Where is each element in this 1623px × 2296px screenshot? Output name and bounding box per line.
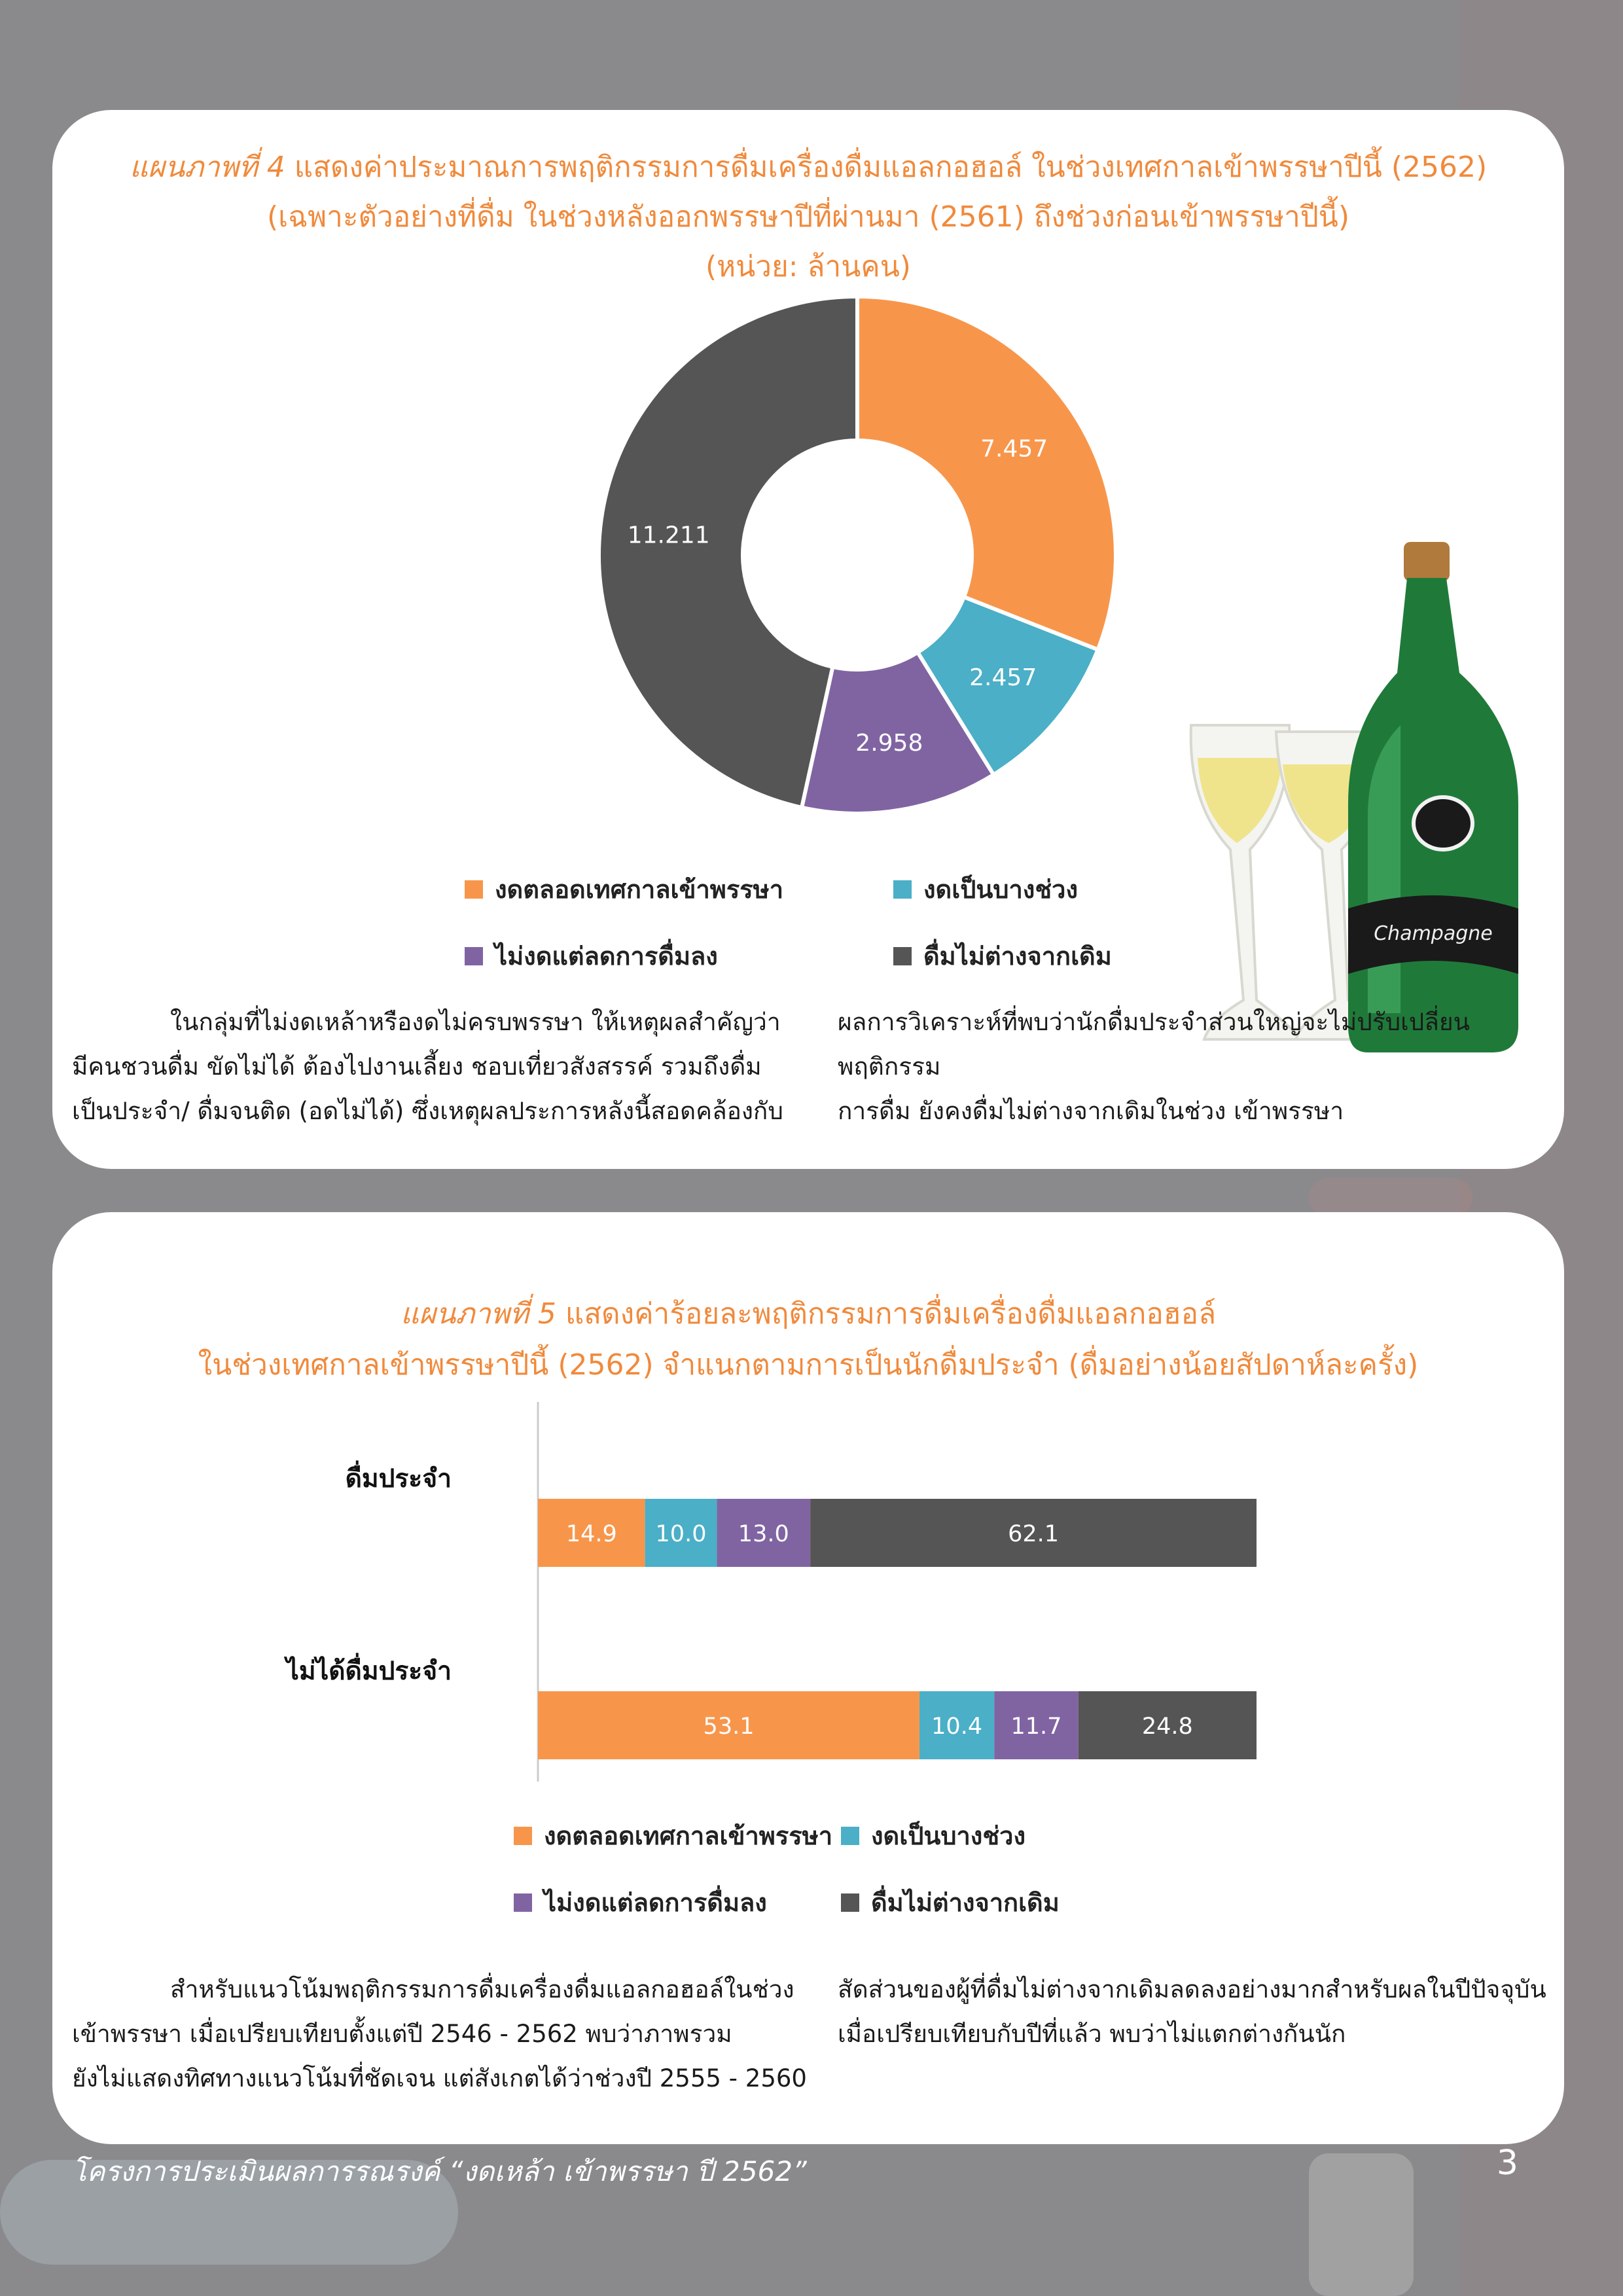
legend-label: ดื่มไม่ต่างจากเดิม <box>923 942 1112 971</box>
legend-item-abstain-full <box>514 1816 832 1856</box>
paragraph-1-right: ผลการวิเคราะห์ที่พบว่านักดื่มประจำส่วนใหญ่จะไม่ปรับเปลี่ยนพฤติกรรม การดื่ม ยังคงดื่มไม่ต่างจากเดิมในช่วง เข้าพรรษา <box>838 1008 1470 1125</box>
figure4-label: แผนภาพที่ 4 <box>129 151 285 184</box>
bar-category-regular: ดื่มประจำ <box>345 1464 452 1494</box>
legend-item-abstain-partial <box>893 869 1078 909</box>
donut-data-label: 2.457 <box>969 664 1037 691</box>
figure5-title-text: แสดงค่าร้อยละพฤติกรรมการดื่มเครื่องดื่มแอลกอฮอล์ <box>556 1297 1217 1331</box>
legend-label: งดตลอดเทศกาลเข้าพรรษา <box>495 875 784 904</box>
page-number: 3 <box>1496 2144 1518 2183</box>
legend-swatch <box>841 1893 859 1912</box>
bar-data-label: 14.9 <box>565 1521 617 1547</box>
background-decoration <box>1309 1178 1472 1217</box>
paragraph-1-left: ในกลุ่มที่ไม่งดเหล้าหรืองดไม่ครบพรรษา ให้เหตุผลสำคัญว่า มีคนชวนดื่ม ขัดไม่ได้ ต้องไปงานเลี้ยง ชอบเที่ยวสังสรรค์ รวมถึงดื่ม เป็นประจำ/ ดื่มจนติด (อดไม่ได้) ซึ่งเหตุผลประการหลังนี้สอดคล้องกับ <box>72 1008 783 1125</box>
figure4-card <box>52 110 1564 1169</box>
paragraph-2-left: สำหรับแนวโน้มพฤติกรรมการดื่มเครื่องดื่มแอลกอฮอล์ในช่วง เข้าพรรษา เมื่อเปรียบเทียบตั้งแต่ปี 2546 - 2562 พบว่าภาพรวม ยังไม่แสดงทิศทางแนวโน้มที่ชัดเจน แต่สังเกตได้ว่าช่วงปี 2555 - 2560 <box>72 1975 807 2092</box>
donut-chart <box>530 287 1171 823</box>
donut-slice-0 <box>857 296 1116 650</box>
legend-label: ไม่งดแต่ลดการดื่มลง <box>495 942 718 971</box>
donut-data-label: 2.958 <box>855 729 923 757</box>
legend-item-reduce <box>465 936 718 976</box>
footer-project-title: โครงการประเมินผลการรณรงค์ “งดเหล้า เข้าพรรษา ปี 2562” <box>72 2155 807 2187</box>
legend-item-no-change <box>841 1882 1060 1922</box>
bar-data-label: 62.1 <box>1008 1521 1060 1547</box>
legend-item-no-change <box>893 936 1112 976</box>
legend-swatch <box>514 1827 532 1845</box>
bar-data-label: 10.4 <box>931 1713 983 1740</box>
donut-slice-3 <box>599 296 857 808</box>
legend-label: งดเป็นบางช่วง <box>871 1821 1026 1850</box>
bar-category-nonregular: ไม่ได้ดื่มประจำ <box>286 1657 452 1686</box>
donut-data-label: 11.211 <box>627 522 710 549</box>
legend-label: ไม่งดแต่ลดการดื่มลง <box>544 1888 767 1917</box>
figure4-title-text: แสดงค่าประมาณการพฤติกรรมการดื่มเครื่องดื่มแอลกอฮอล์ ในช่วงเทศกาลเข้าพรรษาปีนี้ (2562) <box>285 151 1488 184</box>
background-decoration <box>1309 2153 1414 2296</box>
legend-swatch <box>841 1827 859 1845</box>
bar-data-label: 53.1 <box>703 1713 755 1740</box>
bar-data-label: 11.7 <box>1010 1713 1062 1740</box>
legend-swatch <box>893 947 912 965</box>
legend-item-abstain-full <box>465 869 783 909</box>
legend-label: งดตลอดเทศกาลเข้าพรรษา <box>544 1821 833 1850</box>
legend-item-abstain-partial <box>841 1816 1026 1856</box>
bottle-label: Champagne <box>1374 922 1493 945</box>
donut-data-label: 7.457 <box>980 435 1048 463</box>
figure4-subtitle: (เฉพาะตัวอย่างที่ดื่ม ในช่วงหลังออกพรรษาปีที่ผ่านมา (2561) ถึงช่วงก่อนเข้าพรรษาปีนี้) <box>266 200 1350 234</box>
legend-swatch <box>465 880 483 899</box>
champagne-bottle <box>1348 542 1518 1052</box>
legend-label: งดเป็นบางช่วง <box>923 875 1079 904</box>
figure5-card <box>52 1212 1564 2144</box>
figure4-title <box>52 143 1564 192</box>
figure5-label: แผนภาพที่ 5 <box>400 1297 556 1331</box>
legend-swatch <box>465 947 483 965</box>
legend-swatch <box>893 880 912 899</box>
legend-swatch <box>514 1893 532 1912</box>
figure5-subtitle: ในช่วงเทศกาลเข้าพรรษาปีนี้ (2562) จำแนกตามการเป็นนักดื่มประจำ (ดื่มอย่างน้อยสัปดาห์ละครั้ง) <box>198 1348 1419 1382</box>
paragraph-2-right: สัดส่วนของผู้ที่ดื่มไม่ต่างจากเดิมลดลงอย่างมากสำหรับผลในปีปัจจุบัน เมื่อเปรียบเทียบกับปีที่แล้ว พบว่าไม่แตกต่างกันนัก <box>838 1975 1546 2048</box>
legend-item-reduce <box>514 1882 767 1922</box>
legend-label: ดื่มไม่ต่างจากเดิม <box>871 1888 1060 1917</box>
bar-data-label: 13.0 <box>738 1521 789 1547</box>
bar-data-label: 24.8 <box>1141 1713 1193 1740</box>
bar-data-label: 10.0 <box>655 1521 707 1547</box>
figure4-unit: (หน่วย: ล้านคน) <box>705 250 911 283</box>
figure5-title <box>52 1289 1564 1339</box>
stacked-bar-chart <box>478 1402 1263 1788</box>
